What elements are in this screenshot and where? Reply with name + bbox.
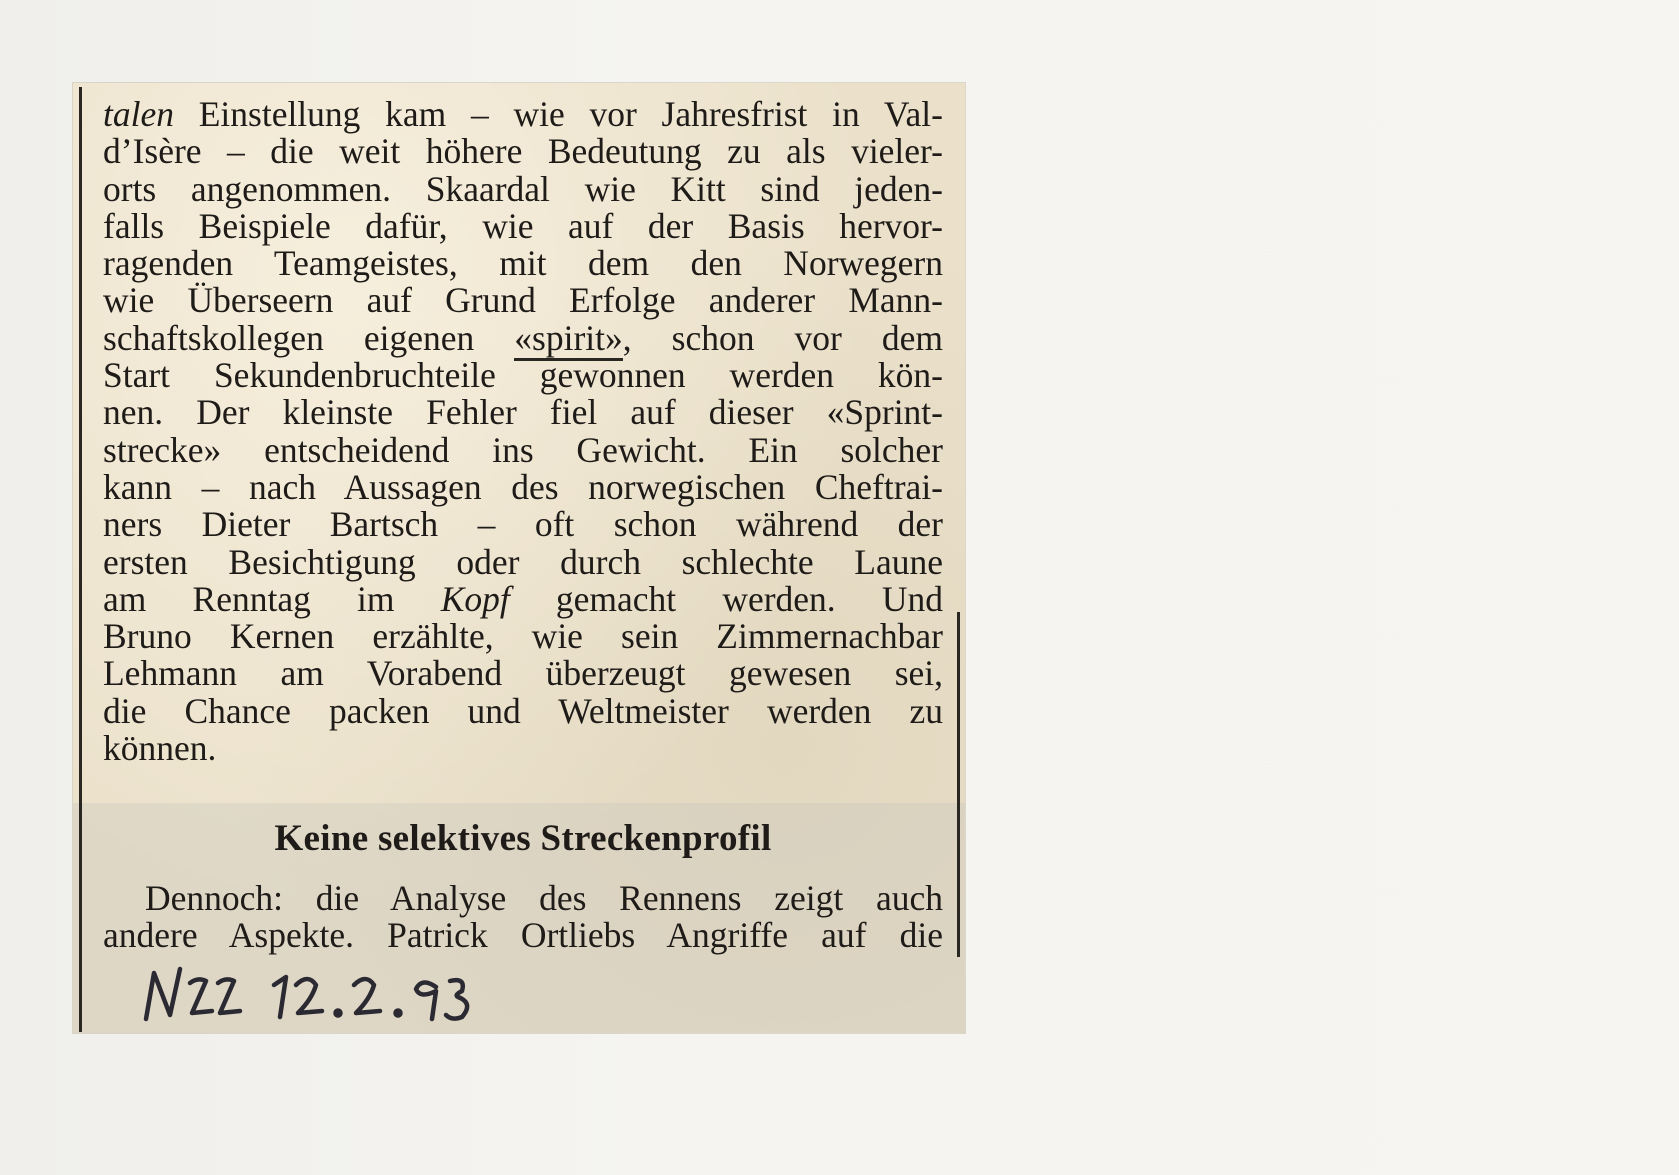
article-line: nen. Der kleinste Fehler fiel auf dieser «Sprint-: [103, 392, 943, 433]
article-line: wie Überseern auf Grund Erfolge anderer Mann-: [103, 280, 943, 321]
article-line: falls Beispiele dafür, wie auf der Basis hervor-: [103, 205, 943, 246]
article-line: [103, 317, 944, 358]
line-text: schaftskollegen eigenen: [103, 317, 515, 358]
article-line: ersten Besichtigung oder durch schlechte Laune: [103, 541, 943, 582]
article-line: ragenden Teamgeistes, mit dem den Norwegern: [103, 243, 943, 284]
italic-fragment: talen: [103, 94, 174, 134]
article-body: [103, 96, 943, 767]
article-line: [103, 578, 943, 619]
article-line: Start Sekundenbruchteile gewonnen werden kön-: [103, 355, 943, 396]
line-text: , schon vor dem: [622, 317, 944, 358]
article-line: ners Dieter Bartsch – oft schon während der: [103, 504, 943, 545]
article-line: strecke» entscheidend ins Gewicht. Ein solcher: [103, 429, 943, 470]
italic-fragment: Kopf: [440, 578, 510, 619]
article-line: kann – nach Aussagen des norwegischen Cheftrai-: [103, 466, 943, 507]
article-second-paragraph: [103, 880, 943, 955]
article-line: Bruno Kernen erzählte, wie sein Zimmernachbar: [103, 616, 943, 657]
line-text: gemacht werden. Und: [509, 578, 943, 619]
column-rule-left: [79, 87, 82, 1032]
article-line: Lehmann am Vorabend überzeugt gewesen sei,: [103, 653, 943, 694]
article-line: andere Aspekte. Patrick Ortliebs Angriffe auf die: [103, 915, 943, 956]
line-text: am Renntag im: [103, 578, 441, 619]
line-text: Einstellung kam – wie vor Jahresfrist in Val-: [173, 94, 943, 134]
article-line: orts angenommen. Skaardal wie Kitt sind jeden-: [103, 168, 943, 209]
section-subheading: Keine selektives Streckenprofil: [274, 818, 772, 859]
handwriting-drawing: [140, 955, 540, 1025]
article-line: Dennoch: die Analyse des Rennens zeigt auch: [145, 878, 943, 918]
underlined-word: «spirit»: [514, 318, 622, 361]
article-line: die Chance packen und Weltmeister werden zu: [103, 690, 943, 731]
handwritten-source-date: [140, 955, 540, 1025]
article-line: [103, 96, 943, 133]
article-line: d’Isère – die weit höhere Bedeutung zu als vieler-: [103, 131, 943, 172]
column-rule-right: [957, 612, 960, 957]
article-line: können.: [103, 728, 217, 769]
